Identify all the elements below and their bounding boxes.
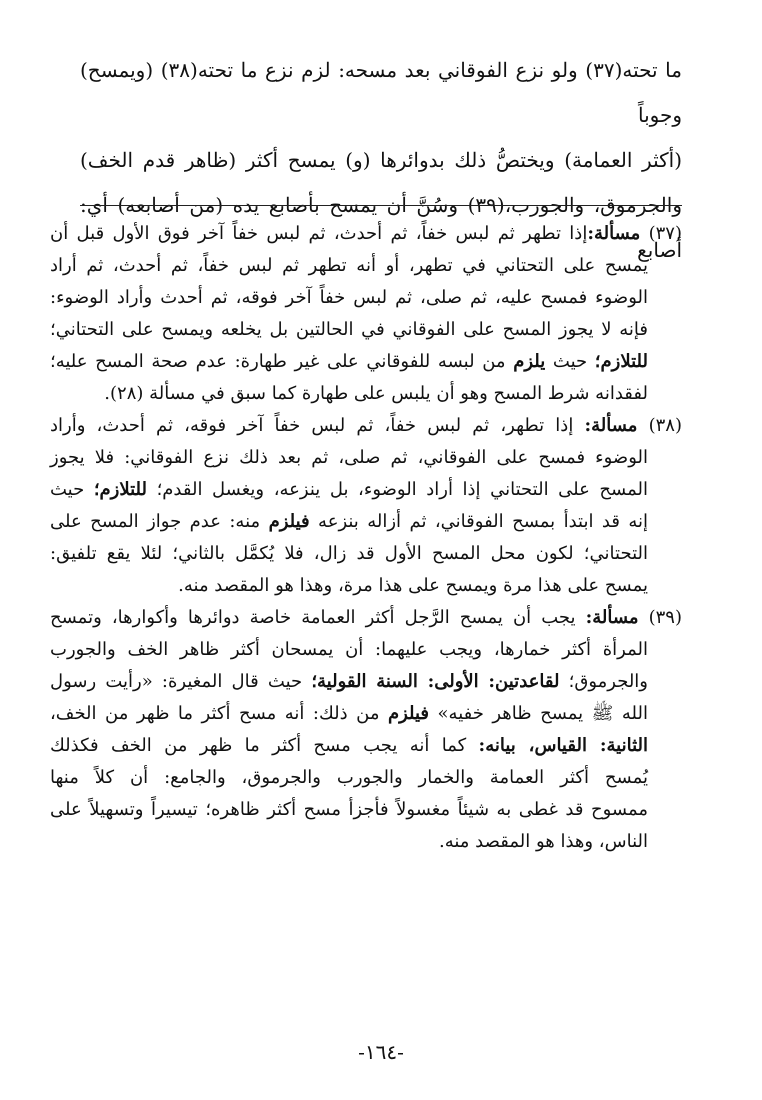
footnote-line xyxy=(50,250,682,282)
footnote-line xyxy=(50,634,682,666)
footnote-3 xyxy=(50,602,682,858)
footnote-text: المرأة أكثر خمارها، ويجب عليهما: أن يمسحان أكثر ظاهر الخف والجورب xyxy=(50,639,648,660)
footnote-line xyxy=(50,218,682,250)
main-text-line: ما تحته(٣٧) ولو نزع الفوقاني بعد مسحه: لزم نزع ما تحته(٣٨) (ويمسح) وجوباً xyxy=(80,58,682,127)
footnote-text: حيث xyxy=(50,479,94,500)
footnote-text: الله ﷺ يمسح ظاهر خفيه» xyxy=(429,703,648,724)
footnote-line xyxy=(50,410,682,442)
footnote-line xyxy=(50,378,682,410)
main-text-line: والجرموق، والجورب،(٣٩) وسُنَّ أن يمسح بأصابع يده (من أصابعه) أي: أصابع xyxy=(80,193,682,262)
footnote-text: التحتاني؛ لكون محل المسح الأول قد زال، فلا يُكمَّل بالثاني؛ لئلا يقع تلفيق: xyxy=(50,543,648,564)
footnote-text: (٣٧) xyxy=(640,223,683,244)
bold-term: مسألة: xyxy=(585,607,639,628)
footnote-line xyxy=(50,666,682,698)
footnote-text: منه: عدم جواز المسح على xyxy=(50,511,269,532)
footnote-text: (٣٨) xyxy=(637,415,682,436)
footnote-line xyxy=(50,314,682,346)
bold-term: يلزم xyxy=(513,351,546,372)
main-text-line: (أكثر العمامة) ويختصُّ ذلك بدوائرها (و) يمسح أكثر (ظاهر قدم الخف) xyxy=(80,148,682,172)
footnote-line xyxy=(50,346,682,378)
bold-term: فيلزم xyxy=(387,703,430,724)
footnote-text: يجب أن يمسح الرَّجل أكثر العمامة خاصة دوائرها وأكوارها، وتمسح xyxy=(50,607,586,628)
footnote-line xyxy=(50,730,682,762)
footnote-line xyxy=(50,698,682,730)
bold-term: الثانية: القياس، بيانه: xyxy=(478,735,648,756)
bold-term: فيلزم xyxy=(268,511,310,532)
footnote-line xyxy=(50,762,682,794)
footnote-text: إذا تطهر ثم لبس خفاً، ثم أحدث، ثم لبس خفاً آخر فوق الأول قبل أن xyxy=(50,223,588,244)
bold-term: لقاعدتين: الأولى: السنة القولية؛ xyxy=(311,671,560,692)
footnote-text: حيث قال المغيرة: «رأيت رسول xyxy=(50,671,312,692)
footnote-text: حيث xyxy=(545,351,595,372)
footnote-text: كما أنه يجب مسح أكثر ما ظهر من الخف فكذلك xyxy=(50,735,479,756)
footnote-separator xyxy=(80,205,682,206)
footnote-line xyxy=(50,826,682,858)
footnote-text: من لبسه للفوقاني على غير طهارة: عدم صحة المسح عليه؛ xyxy=(50,351,514,372)
footnote-line xyxy=(50,602,682,634)
footnote-text: الوضوء فمسح عليه، ثم صلى، ثم لبس خفاً آخر فوقه، ثم أحدث وأراد الوضوء: xyxy=(50,287,648,308)
footnote-text: يُمسح أكثر العمامة والخمار والجورب والجرموق، والجامع: أن كلاً منها xyxy=(50,767,648,788)
footnote-text: المسح على التحتاني إذا أراد الوضوء، بل ينزعه، ويغسل القدم؛ xyxy=(147,479,648,500)
footnote-text: والجرموق؛ xyxy=(559,671,648,692)
footnote-text: الناس، وهذا هو المقصد منه. xyxy=(439,831,648,852)
footnote-line xyxy=(50,570,682,602)
footnote-text: الوضوء فمسح على الفوقاني، ثم صلى، ثم بعد ذلك نزع الفوقاني: فلا يجوز xyxy=(50,447,648,468)
footnote-text: إنه قد ابتدأ بمسح الفوقاني، ثم أزاله بنزعه xyxy=(309,511,648,532)
footnote-text: يمسح على هذا مرة ويمسح على هذا مرة، وهذا هو المقصد منه. xyxy=(178,575,648,596)
footnote-text: فإنه لا يجوز المسح على الفوقاني في الحالتين بل يخلعه ويمسح على التحتاني؛ xyxy=(50,319,648,340)
footnote-line xyxy=(50,442,682,474)
footnote-line xyxy=(50,538,682,570)
bold-term: للتلازم؛ xyxy=(93,479,147,500)
footnote-text: ممسوح قد غطى به شيئاً مغسولاً فأجزأ مسح أكثر ظاهره؛ تيسيراً وتسهيلاً على xyxy=(50,799,648,820)
footnote-2 xyxy=(50,410,682,602)
footnotes-block xyxy=(50,218,682,858)
bold-term: مسألة: xyxy=(587,223,641,244)
footnote-1 xyxy=(50,218,682,410)
page-number: -١٦٤- xyxy=(358,1040,404,1064)
bold-term: للتلازم؛ xyxy=(594,351,648,372)
footnote-text: من ذلك: أنه مسح أكثر ما ظهر من الخف، xyxy=(50,703,388,724)
footnote-line xyxy=(50,794,682,826)
footnote-line xyxy=(50,506,682,538)
footnote-text: يمسح على التحتاني في تطهر، أو أنه تطهر ثم لبس خفاً، ثم أحدث، ثم أراد xyxy=(50,255,648,276)
footnote-text: إذا تطهر، ثم لبس خفاً، ثم لبس خفاً آخر فوقه، ثم أحدث، وأراد xyxy=(50,415,585,436)
footnote-line xyxy=(50,282,682,314)
footnote-text: لفقدانه شرط المسح وهو أن يلبس على طهارة كما سبق في مسألة (٢٨). xyxy=(104,383,648,404)
footnote-line xyxy=(50,474,682,506)
bold-term: مسألة: xyxy=(584,415,638,436)
footnote-text: (٣٩) xyxy=(638,607,682,628)
